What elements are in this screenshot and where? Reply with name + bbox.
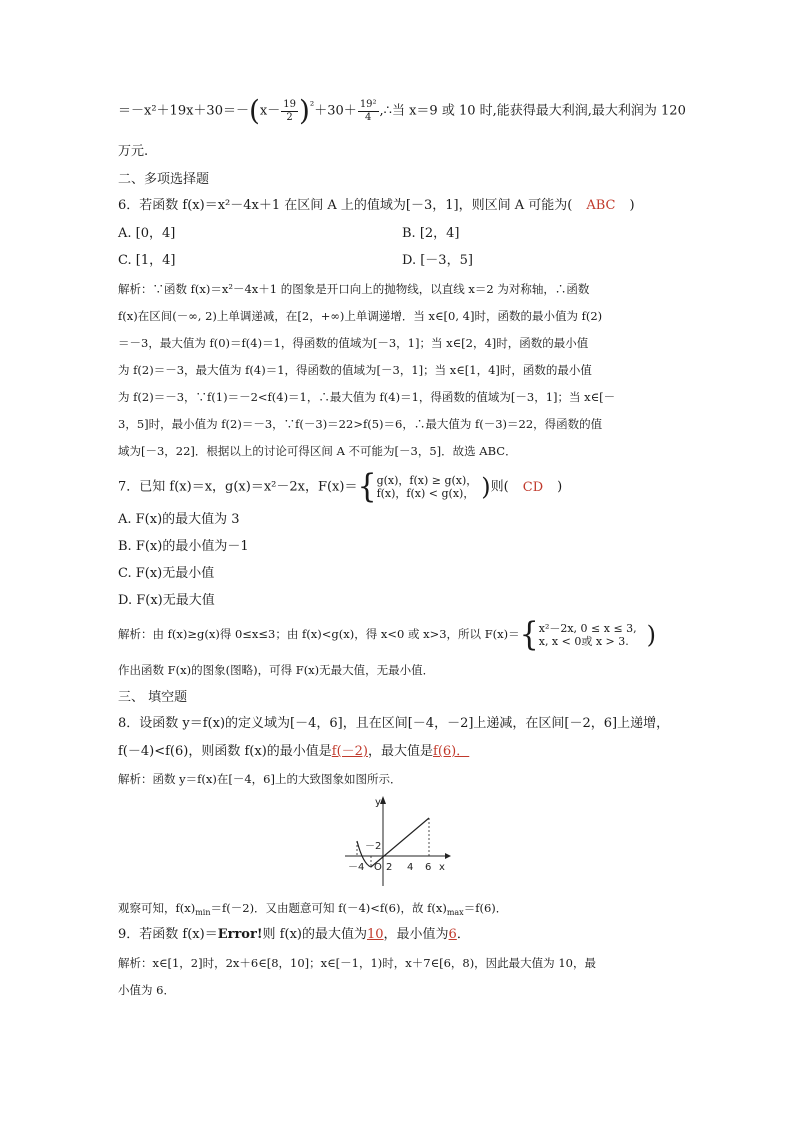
- q6-option-a: A. [0，4]: [118, 226, 176, 241]
- tick-origin: O: [374, 862, 382, 873]
- q6-option-c: C. [1，4]: [118, 253, 176, 268]
- q7-option-d: D. F(x)无最大值: [118, 593, 215, 608]
- q6-solution-3: ＝－3，最大值为 f(0)＝f(4)＝1，得函数的值域为[－3，1]；当 x∈[2，4]时，函数的最小值: [118, 336, 589, 350]
- q7-option-b: B. F(x)的最小值为－1: [118, 539, 249, 554]
- tick-2: 2: [386, 862, 393, 873]
- section-2-heading: 二、多项选择题: [118, 172, 210, 187]
- tick-6: 6: [425, 862, 432, 873]
- tick-neg4: －4: [348, 862, 365, 873]
- q8-solution-1: 解析：函数 y＝f(x)在[－4，6]上的大致图象如图所示．: [118, 772, 402, 786]
- neg2-label: －2: [365, 841, 382, 852]
- q8-function-graph: [343, 794, 451, 890]
- q9-error: Error!: [217, 927, 263, 942]
- q7-solution-2: 作出函数 F(x)的图象(图略)，可得 F(x)无最大值，无最小值．: [118, 663, 435, 677]
- y-label: y: [375, 797, 381, 808]
- x-axis-arrow: [445, 853, 451, 859]
- section-3-heading: 三、 填空题: [118, 690, 188, 705]
- q6-solution-6: 3，5]时，最小值为 f(2)＝－3，∵f(－3)＝22>f(5)＝6，∴最大值为 f(－3)＝22，得函数的值: [118, 417, 603, 431]
- q6-solution-1: 解析：∵函数 f(x)＝x²－4x＋1 的图象是开口向上的抛物线，以直线 x＝2 为对称轴，∴函数: [118, 282, 590, 296]
- q7-answer: CD: [522, 479, 544, 495]
- q9-stem: 9．若函数 f(x)＝Error!则 f(x)的最大值为10，最小值为6．: [118, 927, 470, 942]
- q6-solution-4: 为 f(2)＝－3，最大值为 f(4)＝1，得函数的值域为[－3，1]；当 x∈[1，4]时，函数的最小值: [118, 363, 592, 377]
- q6-option-d: D. [－3，5]: [402, 253, 473, 268]
- q8-stem-2: f(－4)<f(6)，则函数 f(x)的最小值是f(－2)，最大值是f(6)．: [118, 744, 470, 759]
- q6-option-b: B. [2，4]: [402, 226, 460, 241]
- q7-stem: 7．已知 f(x)＝x，g(x)＝x²－2x，F(x)＝{g(x)，f(x) ≥ g(x)， f(x)，f(x) < g(x)， )则( CD ): [118, 467, 563, 506]
- q8-answer-min: f(－2): [331, 744, 368, 759]
- q7-option-c: C. F(x)无最小值: [118, 566, 215, 581]
- p5-frac2: $\frac{\text{19²}}{4}$: [359, 98, 377, 123]
- q7-option-a: A. F(x)的最大值为 3: [118, 512, 240, 527]
- q7-piecewise: g(x)，f(x) ≥ g(x)， f(x)，f(x) < g(x)，: [376, 474, 478, 500]
- x-label: x: [439, 862, 445, 873]
- q6-solution-5: 为 f(2)＝－3，∵f(1)＝－2<f(4)＝1，∴最大值为 f(4)＝1，得函数的值域为[－3，1]；当 x∈[－: [118, 390, 616, 404]
- tick-4: 4: [407, 862, 414, 873]
- q8-stem-1: 8．设函数 y＝f(x)的定义域为[－4，6]，且在区间[－4，－2]上递减，在区间[－2，6]上递增，: [118, 716, 670, 731]
- q6-solution-7: 域为[－3，22]．根据以上的讨论可得区间 A 不可能为[－3，5]．故选 ABC．: [118, 444, 517, 458]
- q9-solution-1: 解析：x∈[1，2]时，2x＋6∈[8，10]；x∈[－1，1)时，x＋7∈[6，8)，因此最大值为 10，最: [118, 956, 596, 970]
- q9-solution-2: 小值为 6．: [118, 983, 175, 997]
- p5-line1: ＝－x²＋19x＋30＝－(x－ $\frac{19}{2}$ )$^{^2}$＋30＋ $\frac{\text{19²}}{4}$ ,∴当 x＝9 或 10 时,能获得最大利润,最大利润为 120: [118, 94, 686, 127]
- q9-answer-min: 6: [448, 927, 457, 942]
- q6-stem: 6．若函数 f(x)＝x²－4x＋1 在区间 A 上的值域为[－3，1]，则区间 A 可能为( ABC ): [118, 198, 635, 213]
- q7-solution-1: 解析：由 f(x)≥g(x)得 0≤x≤3；由 f(x)<g(x)，得 x<0 或 x>3，所以 F(x)＝{x²－2x, 0 ≤ x ≤ 3, x, x < 0或 x > 3. ): [118, 615, 657, 654]
- q8-answer-max: f(6)．: [433, 744, 470, 759]
- p5-frac1: $\frac{19}{2}$: [283, 98, 296, 123]
- q8-solution-2: 观察可知，$f(x)_{min}=f(-2)$．又由题意可知 f(－4)<f(6)，故 $f(x)_{max}=f(6)$．: [118, 901, 508, 917]
- q9-answer-max: 10: [366, 927, 384, 942]
- q6-solution-2: f(x)在区间(－∞, 2)上单调递减，在[2，+∞)上单调递增．当 x∈[0, 4]时，函数的最小值为 f(2): [118, 309, 603, 323]
- q7-solution-piecewise: x²－2x, 0 ≤ x ≤ 3, x, x < 0或 x > 3.: [538, 622, 637, 648]
- p5-line2: 万元.: [118, 144, 149, 159]
- q6-answer: ABC: [586, 198, 616, 213]
- p5-line1-pre: ＝－x²＋19x＋30＝－: [118, 103, 249, 119]
